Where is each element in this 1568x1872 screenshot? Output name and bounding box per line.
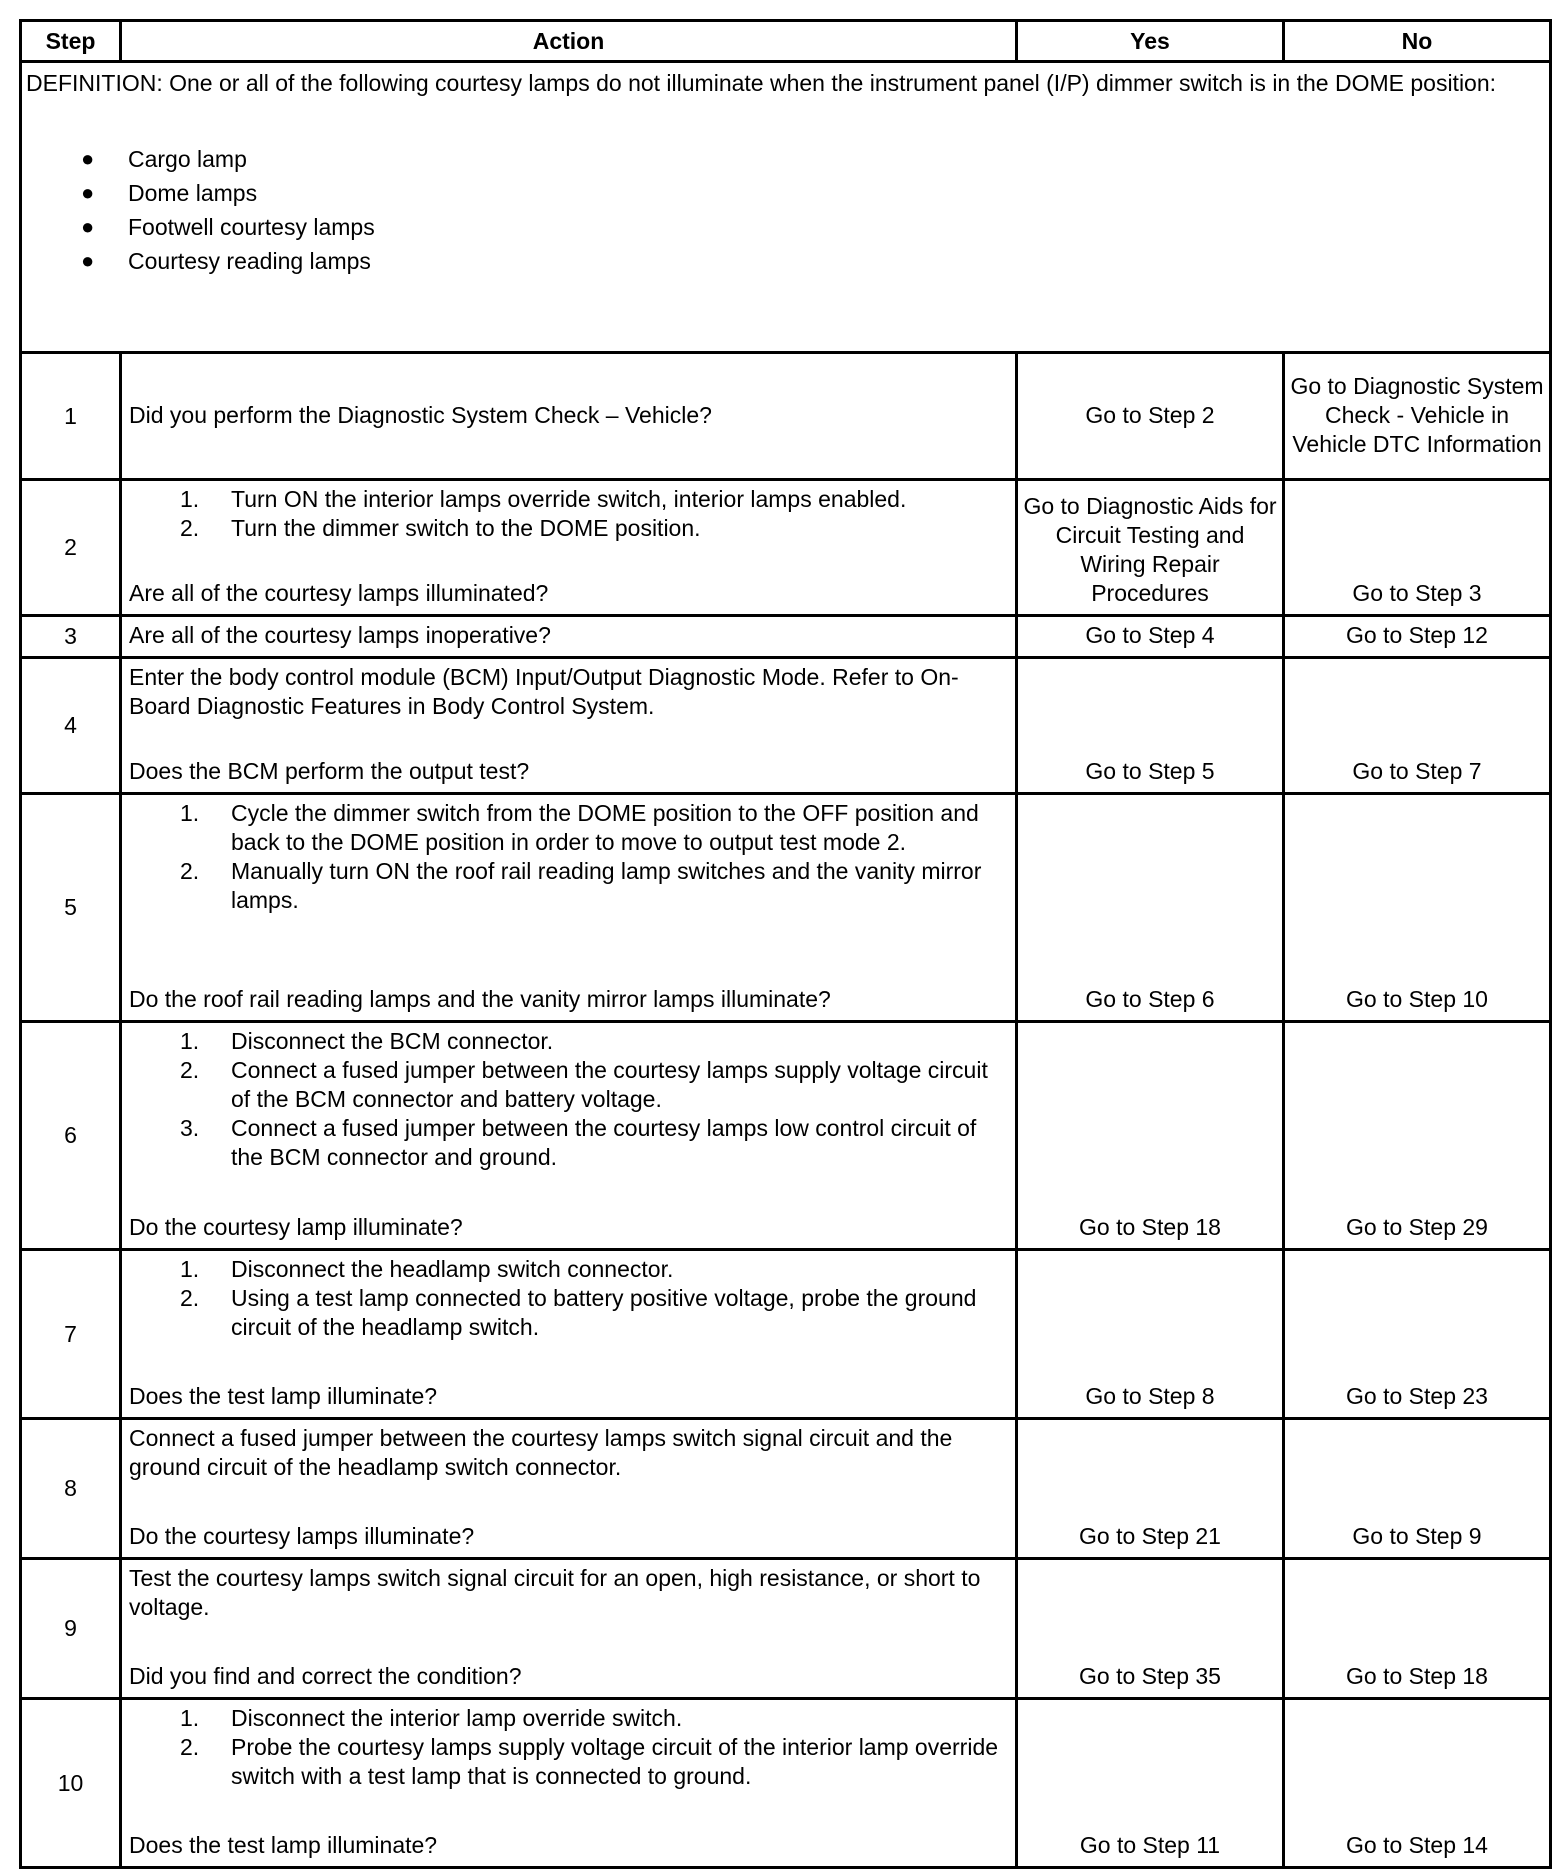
- yes-cell: Go to Step 35: [1017, 1559, 1284, 1699]
- table-row: [21, 1419, 1551, 1559]
- action-steps: [129, 485, 1009, 543]
- step-index: 3.: [180, 1115, 200, 1141]
- table-row: [21, 1022, 1551, 1250]
- table-row: [21, 658, 1551, 794]
- step-index: 1.: [180, 1028, 200, 1054]
- action-question: Does the BCM perform the output test?: [129, 758, 530, 784]
- action-question: Are all of the courtesy lamps illuminated?: [129, 580, 549, 606]
- step-number: 7: [21, 1250, 121, 1419]
- no-cell: Go to Step 12: [1284, 616, 1551, 658]
- no-cell: Go to Diagnostic System Check - Vehicle in Vehicle DTC Information: [1284, 353, 1551, 480]
- bullet-icon: ●: [81, 146, 95, 171]
- definition-bullets: [26, 142, 1545, 278]
- action-step-item: 1. Disconnect the BCM connector.: [180, 1028, 554, 1054]
- definition-text: DEFINITION: One or all of the following courtesy lamps do not illuminate when the instrument panel (I/P) dimmer switch is in the DOME position:: [26, 70, 1497, 96]
- yes-cell: Go to Step 11: [1017, 1699, 1284, 1868]
- bullet-icon: ●: [81, 248, 95, 273]
- no-cell: Go to Step 10: [1284, 794, 1551, 1022]
- step-number: 6: [21, 1022, 121, 1250]
- step-index: 1.: [180, 486, 200, 512]
- header-row: [21, 21, 1551, 62]
- table-row: [21, 1699, 1551, 1868]
- action-intro: Test the courtesy lamps switch signal circuit for an open, high resistance, or short to voltage.: [129, 1565, 981, 1620]
- definition-row: [21, 62, 1551, 353]
- table-row: [21, 1559, 1551, 1699]
- yes-cell: Go to Step 21: [1017, 1419, 1284, 1559]
- bullet-item: ● Footwell courtesy lamps: [26, 210, 1545, 244]
- action-question: Are all of the courtesy lamps inoperative?: [129, 622, 551, 648]
- step-index: 2.: [180, 1285, 200, 1311]
- no-cell: Go to Step 7: [1284, 658, 1551, 794]
- table-row: [21, 616, 1551, 658]
- no-cell: Go to Step 18: [1284, 1559, 1551, 1699]
- yes-cell: Go to Step 5: [1017, 658, 1284, 794]
- action-steps: [129, 1027, 1009, 1172]
- bullet-icon: ●: [81, 214, 95, 239]
- action-cell: [121, 1559, 1017, 1699]
- action-cell: [121, 353, 1017, 480]
- table-row: [21, 353, 1551, 480]
- action-question: Do the courtesy lamps illuminate?: [129, 1523, 475, 1549]
- step-index: 1.: [180, 1256, 200, 1282]
- no-cell: Go to Step 9: [1284, 1419, 1551, 1559]
- action-cell: [121, 1419, 1017, 1559]
- action-cell: [121, 1699, 1017, 1868]
- action-step-item: 2. Using a test lamp connected to battery positive voltage, probe the ground circuit of the headlamp switch.: [180, 1285, 977, 1340]
- yes-cell: Go to Step 6: [1017, 794, 1284, 1022]
- header-action: Action: [121, 21, 1017, 62]
- action-steps: [129, 1704, 1009, 1791]
- action-cell: [121, 658, 1017, 794]
- yes-cell: Go to Diagnostic Aids for Circuit Testing and Wiring Repair Procedures: [1017, 480, 1284, 616]
- action-question: Do the roof rail reading lamps and the vanity mirror lamps illuminate?: [129, 986, 831, 1012]
- step-number: 1: [21, 353, 121, 480]
- action-step-item: 1. Disconnect the headlamp switch connector.: [180, 1256, 674, 1282]
- action-steps: [129, 1255, 1009, 1342]
- action-question: Did you perform the Diagnostic System Check – Vehicle?: [129, 401, 712, 428]
- definition-cell: [21, 62, 1551, 353]
- yes-cell: Go to Step 18: [1017, 1022, 1284, 1250]
- action-cell: [121, 794, 1017, 1022]
- action-cell: [121, 480, 1017, 616]
- step-number: 2: [21, 480, 121, 616]
- action-question: Do the courtesy lamp illuminate?: [129, 1214, 463, 1240]
- action-question: Does the test lamp illuminate?: [129, 1383, 438, 1409]
- no-cell: Go to Step 14: [1284, 1699, 1551, 1868]
- step-number: 8: [21, 1419, 121, 1559]
- yes-cell: Go to Step 8: [1017, 1250, 1284, 1419]
- step-number: 5: [21, 794, 121, 1022]
- action-question: Does the test lamp illuminate?: [129, 1832, 438, 1858]
- action-steps: [129, 799, 1009, 915]
- bullet-icon: ●: [81, 180, 95, 205]
- step-index: 2.: [180, 1734, 200, 1760]
- action-intro: Enter the body control module (BCM) Input/Output Diagnostic Mode. Refer to On-Board Diagnostic Features in Body Control System.: [129, 664, 959, 719]
- step-index: 1.: [180, 1705, 200, 1731]
- step-index: 1.: [180, 800, 200, 826]
- table-row: [21, 1250, 1551, 1419]
- step-number: 4: [21, 658, 121, 794]
- header-yes: Yes: [1017, 21, 1284, 62]
- action-step-item: 2. Connect a fused jumper between the courtesy lamps supply voltage circuit of the BCM connector and battery voltage.: [180, 1057, 988, 1112]
- action-cell: [121, 1250, 1017, 1419]
- step-number: 10: [21, 1699, 121, 1868]
- header-no: No: [1284, 21, 1551, 62]
- action-question: Did you find and correct the condition?: [129, 1663, 522, 1689]
- step-index: 2.: [180, 858, 200, 884]
- action-step-item: 2. Turn the dimmer switch to the DOME position.: [180, 515, 701, 541]
- step-index: 2.: [180, 1057, 200, 1083]
- action-step-item: 1. Disconnect the interior lamp override switch.: [180, 1705, 683, 1731]
- action-step-item: 2. Probe the courtesy lamps supply voltage circuit of the interior lamp override switch with a test lamp that is connected to ground.: [180, 1734, 999, 1789]
- action-cell: [121, 1022, 1017, 1250]
- bullet-item: ● Dome lamps: [26, 176, 1545, 210]
- action-step-item: 1. Cycle the dimmer switch from the DOME position to the OFF position and back to the DOME position in order to move to output test mode 2.: [180, 800, 979, 855]
- step-number: 3: [21, 616, 121, 658]
- step-index: 2.: [180, 515, 200, 541]
- yes-cell: Go to Step 4: [1017, 616, 1284, 658]
- diagnostic-table: [19, 19, 1552, 1869]
- action-step-item: 3. Connect a fused jumper between the courtesy lamps low control circuit of the BCM connector and ground.: [180, 1115, 977, 1170]
- header-step: Step: [21, 21, 121, 62]
- no-cell: Go to Step 3: [1284, 480, 1551, 616]
- action-cell: [121, 616, 1017, 658]
- table-row: [21, 480, 1551, 616]
- no-cell: Go to Step 23: [1284, 1250, 1551, 1419]
- yes-cell: Go to Step 2: [1017, 353, 1284, 480]
- step-number: 9: [21, 1559, 121, 1699]
- table-row: [21, 794, 1551, 1022]
- action-step-item: 2. Manually turn ON the roof rail reading lamp switches and the vanity mirror lamps.: [180, 858, 982, 913]
- bullet-item: ● Cargo lamp: [26, 142, 1545, 176]
- bullet-item: ● Courtesy reading lamps: [26, 244, 1545, 278]
- no-cell: Go to Step 29: [1284, 1022, 1551, 1250]
- action-step-item: 1. Turn ON the interior lamps override switch, interior lamps enabled.: [180, 486, 907, 512]
- action-intro: Connect a fused jumper between the courtesy lamps switch signal circuit and the ground circuit of the headlamp switch connector.: [129, 1425, 953, 1480]
